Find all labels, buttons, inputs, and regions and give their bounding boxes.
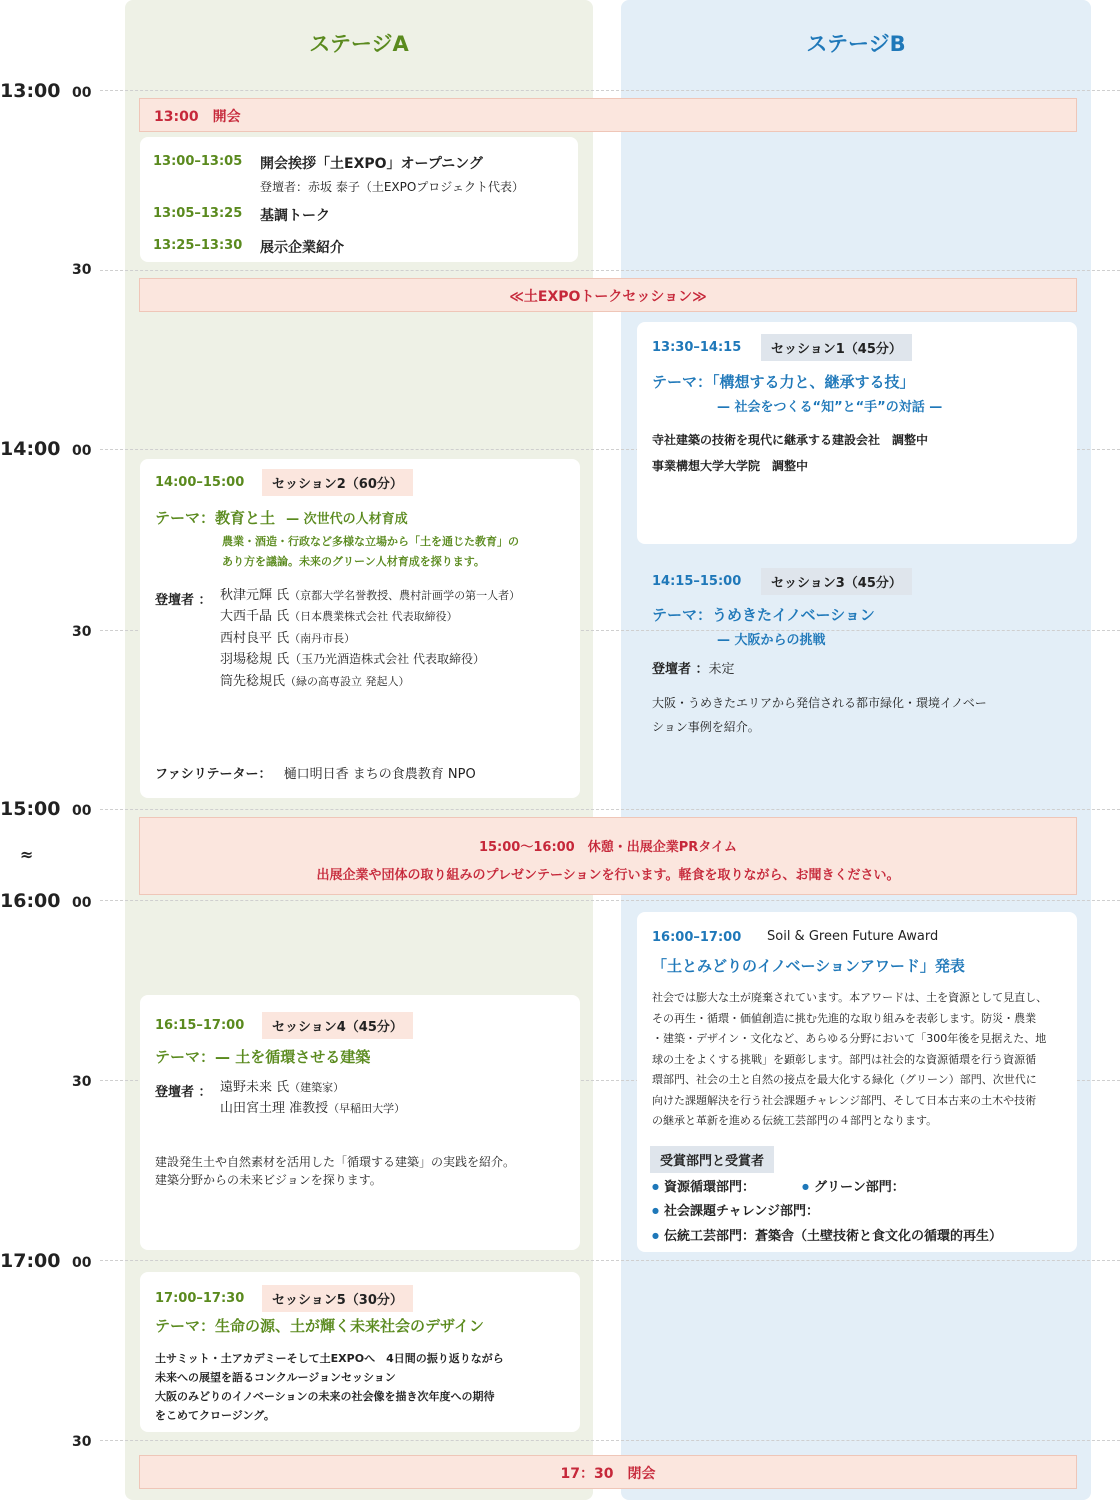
break-desc: 出展企業や団体の取り組みのプレゼンテーションを行います。軽食を取りながら、お聞きください。 [316,868,900,883]
session-tag: セッション3（45分） [761,568,912,595]
minute-label: 00 [72,1255,92,1271]
grid-line-1330 [100,270,1120,271]
session-speakers: 登壇者 ：未定 [652,662,735,677]
session-subtheme: — 社会をつくる“知”と“手”の対話 — [717,400,943,415]
theme-prefix: テーマ： [155,509,216,527]
session-theme: テーマ：うめきたイノベーション [652,606,875,624]
speaker-list [220,585,520,692]
session-desc: 土サミット・土アカデミーそして土EXPOへ 4日間の振り返りながら 未来への展望を語るコンクルージョンセッション 大阪のみどりのイノベーションの未来の社会像を描き次年度への期待 をこめてクロージング。 [155,1352,504,1422]
grid-line-1730 [100,1440,1120,1441]
session-desc: 農業・酒造・行政など多様な立場から「土を通じた教育」の [222,535,519,548]
program-title: 開会挨拶「土EXPO」オープニング [260,156,483,172]
session-tag: セッション2（60分） [262,469,413,496]
session-time: 16:15–17:00 [155,1018,245,1033]
session-desc: あり方を議論。未来のグリーン人材育成を探ります。 [222,555,485,568]
session-theme [155,507,408,528]
grid-line-1600 [100,900,1120,901]
speaker-item: 秋津元輝 氏（京都大学名誉教授、農村計画学の第一人者） [220,588,521,603]
session5-card [140,1272,580,1432]
session4-card [140,995,580,1250]
hour-label-1700: 17:00 [0,1250,61,1272]
hour-label-1300: 13:00 [0,80,61,102]
session-desc: 建設発生土や自然素材を活用した「循環する建築」の実践を紹介。 [155,1155,516,1169]
hour-label-1400: 14:00 [0,438,61,460]
closing-label: 17：30 閉会 [560,1466,656,1482]
break-title: 15:00〜16:00 休憩・出展企業PRタイム [478,840,738,855]
session-speaker: 寺社建築の技術を現代に継承する建設会社 調整中 [652,433,929,447]
session-theme: テーマ：生命の源、土が輝く未来社会のデザイン [155,1317,484,1335]
hour-label-1500: 15:00 [0,798,61,820]
program-title: 基調トーク [260,208,330,224]
award-time: 16:00–17:00 [652,930,742,945]
facilitator-label: ファシリテーター： [155,767,272,782]
session-tag: セッション5（30分） [262,1285,413,1312]
stage-b-column [621,0,1091,1500]
prize-category: ● 資源循環部門： [652,1176,755,1195]
prize-label: 受賞部門と受賞者 [650,1146,774,1173]
closing-band [139,1455,1077,1489]
session-time: 14:00–15:00 [155,475,245,490]
program-time: 13:05–13:25 [153,206,243,221]
minute-label: 30 [72,1074,92,1090]
speaker-item: 大西千晶 氏（日本農業株式会社 代表取締役） [220,609,458,625]
facilitator [155,763,476,782]
opening-program-card [140,137,578,262]
speaker-list [220,1077,405,1120]
speaker-item: 筒先稔規氏（緑の高専設立 発起人） [220,673,410,689]
session-tag: セッション1（45分） [761,334,912,361]
prize-category: ● 社会課題チャレンジ部門： [652,1200,819,1219]
grid-line-1500 [100,809,1120,810]
program-time: 13:00–13:05 [153,154,243,169]
program-time: 13:25–13:30 [153,238,243,253]
minute-label: 30 [72,624,92,640]
prize-category: ● 伝統工芸部門：蒼築舎（土壁技術と食文化の循環的再生） [652,1225,1002,1244]
stage-b-title: ステージB [806,32,906,56]
session-theme: テーマ：「構想する力と、継承する技」 [652,373,915,391]
session-desc: 建築分野からの未来ビジョンを探ります。 [155,1173,382,1187]
speaker-item: 山田宮土理 准教授（早稲田大学） [220,1101,406,1117]
session-speaker: 事業構想大学大学院 調整中 [652,459,809,473]
talk-session-banner [139,278,1077,312]
time-gap-symbol: ≈ [20,845,34,864]
facilitator-name: 樋口明日香 まちの食農教育 NPO [283,767,476,782]
award-desc: 社会では膨大な土が廃棄されています。本アワードは、土を資源として見直し、 その再生・循環・価値創造に挑む先進的な取り組みを表彰します。防災・農業 ・建築・デザイン・文化など、あらゆる分野において「300年後を見据えた、地 球の土をよくする挑戦」を顕彰します。部門は社会的な資源循環を行う資源循 環部門、社会の土と自然の接点を最大化する緑化（グリーン）部門、次世代に 向けた課題解決を行う社会課題チャレンジ部門、そして日本古来の土木や技術 の継承と革新を進める伝統工芸部門の４部門となります。 [652,991,1048,1127]
program-speaker: 登壇者：赤坂 泰子（土EXPOプロジェクト代表） [260,180,525,194]
program-title: 展示企業紹介 [260,240,344,256]
speakers-label: 登壇者 ： [155,1085,212,1100]
session-theme: テーマ：— 土を循環させる建築 [155,1048,371,1066]
theme-main: 教育と土 [215,509,276,527]
stage-a-title: ステージA [309,32,409,56]
grid-line-1700 [100,1260,1120,1261]
award-title: 「土とみどりのイノベーションアワード」発表 [652,957,965,975]
grid-line-1300 [100,90,1120,91]
break-band [139,817,1077,895]
minute-label: 30 [72,1434,92,1450]
award-name: Soil & Green Future Award [767,929,939,944]
opening-band [139,98,1077,132]
session-tag: セッション4（45分） [262,1012,413,1039]
session-desc: 大阪・うめきたエリアから発信される都市緑化・環境イノベー [652,696,987,710]
speaker-item: 遠野未来 氏（建築家） [220,1080,345,1095]
opening-label: 13:00 開会 [154,109,241,125]
minute-label: 00 [72,803,92,819]
minute-label: 00 [72,443,92,459]
session2-card [140,459,580,798]
minute-label: 00 [72,895,92,911]
prize-category: ● グリーン部門： [802,1176,905,1195]
theme-sub: — 次世代の人材育成 [286,512,408,527]
session-time: 13:30–14:15 [652,340,742,355]
minute-label: 00 [72,85,92,101]
speaker-item: 羽場稔規 氏（玉乃光酒造株式会社 代表取締役） [220,652,485,668]
award-card [637,912,1077,1252]
session-subtheme: — 大阪からの挑戦 [717,633,826,648]
hour-label-1600: 16:00 [0,890,61,912]
session-time: 14:15–15:00 [652,574,742,589]
speaker-item: 西村良平 氏（南丹市長） [220,630,356,646]
talk-session-label: ≪土EXPOトークセッション≫ [509,289,707,305]
session-desc: ション事例を紹介。 [652,720,760,734]
minute-label: 30 [72,262,92,278]
session3-block [637,565,1077,745]
speakers-label: 登壇者 ： [155,593,212,608]
session1-card [637,322,1077,544]
session-time: 17:00–17:30 [155,1291,245,1306]
